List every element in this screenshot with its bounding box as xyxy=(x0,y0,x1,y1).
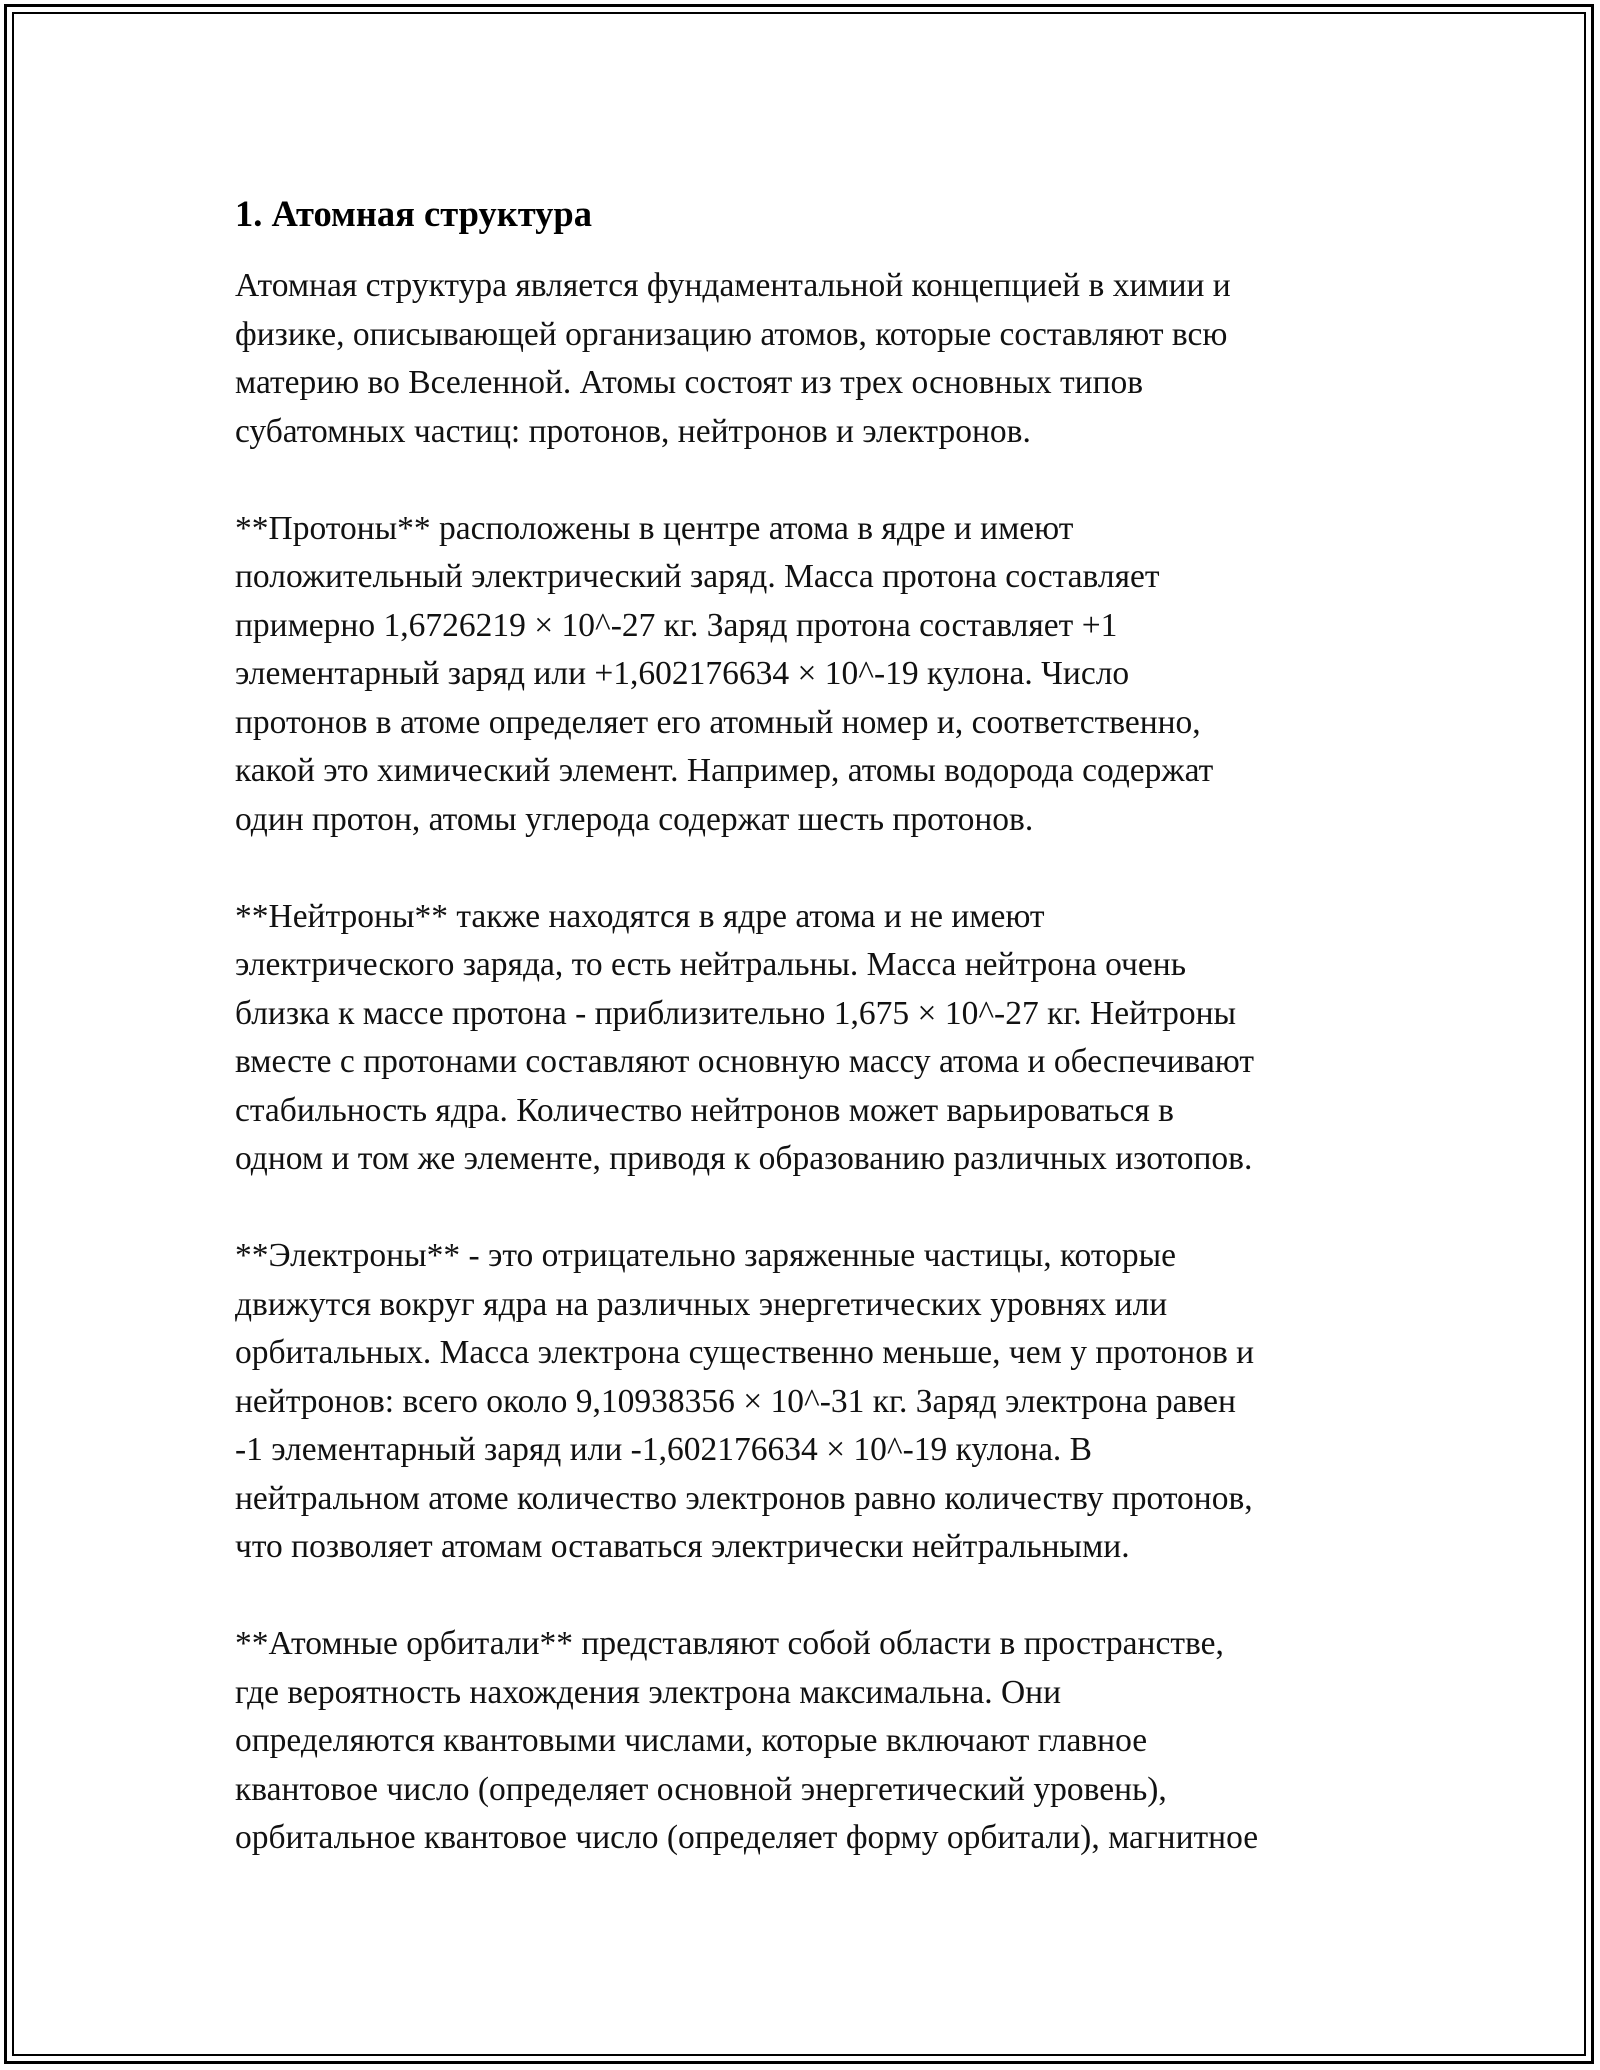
text-line: нейтронов: всего около 9,10938356 × 10^-31 кг. Заряд электрона равен xyxy=(235,1382,1236,1420)
text-line: орбитальное квантовое число (определяет форму орбитали), магнитное xyxy=(235,1819,1259,1856)
text-line: материю во Вселенной. Атомы состоят из трех основных типов xyxy=(235,364,1144,401)
text-line: близка к массе протона - приблизительно 1,675 × 10^-27 кг. Нейтроны xyxy=(235,994,1237,1032)
section-heading: 1. Атомная структура xyxy=(235,193,592,234)
text-line: Атомная структура является фундаментальной концепцией в химии и xyxy=(235,267,1231,304)
text-line: **Атомные орбитали** представляют собой области в пространстве, xyxy=(235,1625,1224,1662)
text-line: определяются квантовыми числами, которые включают главное xyxy=(235,1722,1148,1759)
paragraph-neutrons xyxy=(235,893,1365,1184)
text-line: движутся вокруг ядра на различных энергетических уровнях или xyxy=(235,1285,1168,1323)
text-line: **Электроны** - это отрицательно заряженные частицы, которые xyxy=(235,1237,1176,1274)
text-line: какой это химический элемент. Например, атомы водорода содержат xyxy=(235,752,1214,789)
text-line: электрического заряда, то есть нейтральны. Масса нейтрона очень xyxy=(235,946,1186,983)
text-line: протонов в атоме определяет его атомный номер и, соответственно, xyxy=(235,703,1201,741)
text-line: элементарный заряд или +1,602176634 × 10^-19 кулона. Число xyxy=(235,655,1130,692)
text-line: одном и том же элементе, приводя к образованию различных изотопов. xyxy=(235,1140,1253,1177)
text-line: что позволяет атомам оставаться электрически нейтральными. xyxy=(235,1528,1130,1565)
text-line: орбитальных. Масса электрона существенно меньше, чем у протонов и xyxy=(235,1334,1255,1371)
text-line: субатомных частиц: протонов, нейтронов и электронов. xyxy=(235,412,1031,450)
text-line: положительный электрический заряд. Масса протона составляет xyxy=(235,558,1160,595)
text-line: квантовое число (определяет основной энергетический уровень), xyxy=(235,1770,1167,1808)
text-line: нейтральном атоме количество электронов равно количеству протонов, xyxy=(235,1479,1253,1517)
text-line: где вероятность нахождения электрона максимальна. Они xyxy=(235,1673,1062,1711)
text-line: примерно 1,6726219 × 10^-27 кг. Заряд протона составляет +1 xyxy=(235,606,1118,644)
text-line: **Протоны** расположены в центре атома в ядре и имеют xyxy=(235,509,1074,547)
text-line: вместе с протонами составляют основную массу атома и обеспечивают xyxy=(235,1043,1254,1080)
paragraph-atomic-structure xyxy=(235,262,1365,456)
text-line: физике, описывающей организацию атомов, которые составляют всю xyxy=(235,315,1228,353)
document-body xyxy=(235,190,1365,1911)
text-line: -1 элементарный заряд или -1,602176634 × 10^-19 кулона. В xyxy=(235,1431,1093,1468)
paragraph-protons xyxy=(235,505,1365,845)
paragraph-atomic-orbitals xyxy=(235,1620,1365,1863)
text-line: **Нейтроны** также находятся в ядре атома и не имеют xyxy=(235,897,1045,935)
text-line: один протон, атомы углерода содержат шесть протонов. xyxy=(235,800,1034,838)
text-line: стабильность ядра. Количество нейтронов может варьироваться в xyxy=(235,1091,1174,1129)
paragraph-electrons xyxy=(235,1232,1365,1572)
